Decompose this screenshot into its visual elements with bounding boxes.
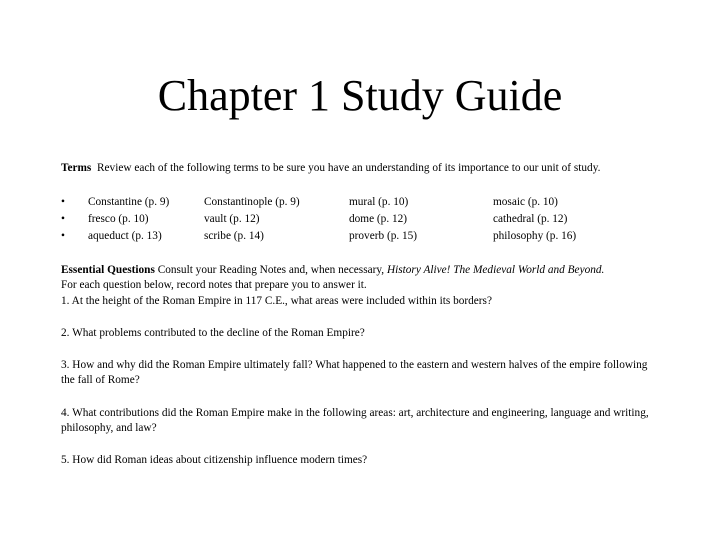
- question-5: 5. How did Roman ideas about citizenship influence modern times?: [61, 454, 368, 467]
- question-2: 2. What problems contributed to the decline of the Roman Empire?: [61, 326, 365, 339]
- term-item: proverb (p. 15): [349, 230, 418, 242]
- term-row: [61, 211, 661, 228]
- bullet-icon: •: [61, 213, 65, 225]
- term-item: dome (p. 12): [349, 213, 408, 225]
- term-item: aqueduct (p. 13): [88, 230, 162, 242]
- term-item: cathedral (p. 12): [493, 213, 568, 225]
- terms-label: Terms: [61, 162, 92, 174]
- question-1: 1. At the height of the Roman Empire in 117 C.E., what areas were included within its borders?: [61, 294, 492, 307]
- term-row: [61, 194, 661, 211]
- terms-instructions: [61, 161, 681, 175]
- book-title: History Alive! The Medieval World and Beyond.: [386, 264, 605, 276]
- term-item: mural (p. 10): [349, 196, 409, 208]
- term-item: mosaic (p. 10): [493, 196, 558, 208]
- term-item: vault (p. 12): [204, 213, 260, 225]
- essential-questions-label: Essential Questions: [61, 264, 155, 276]
- term-item: fresco (p. 10): [88, 213, 149, 225]
- essential-instructions: For each question below, record notes that prepare you to answer it.: [61, 279, 367, 292]
- essential-intro-text: Consult your Reading Notes and, when necessary,: [157, 264, 385, 276]
- term-item: Constantine (p. 9): [88, 196, 170, 208]
- term-item: Constantinople (p. 9): [204, 196, 300, 208]
- question-3: 3. How and why did the Roman Empire ultimately fall? What happened to the eastern and western halves of the empire following the fall of Rome?: [61, 359, 648, 387]
- term-item: philosophy (p. 16): [493, 230, 577, 242]
- essential-questions-section: [61, 263, 661, 469]
- bullet-icon: •: [61, 196, 65, 208]
- term-item: scribe (p. 14): [204, 230, 264, 242]
- terms-list: [61, 194, 661, 245]
- page-title: Chapter 1 Study Guide: [157, 71, 563, 120]
- essential-questions-intro: [61, 263, 661, 278]
- terms-instructions-text: Review each of the following terms to be sure you have an understanding of its importance to our unit of study.: [97, 162, 601, 174]
- bullet-icon: •: [61, 230, 65, 242]
- term-row: [61, 228, 661, 245]
- question-4: 4. What contributions did the Roman Empire make in the following areas: art, architecture and engineering, language and writing, philosophy, and law?: [61, 406, 649, 435]
